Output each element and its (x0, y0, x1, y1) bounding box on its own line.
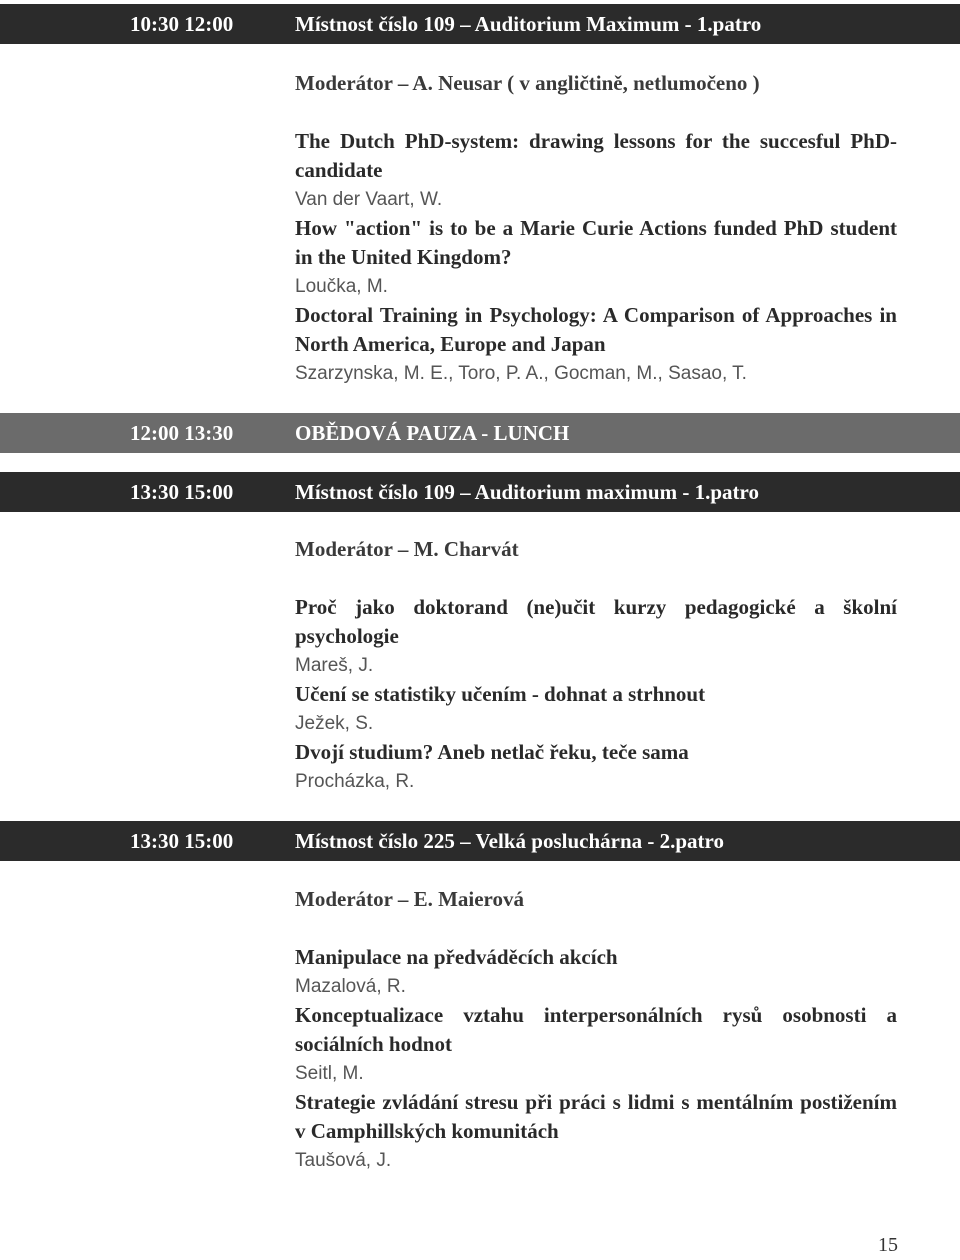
page-number: 15 (878, 1234, 898, 1256)
talk-title: Učení se statistiky učením - dohnat a strhnout (295, 682, 706, 706)
talk-author: Ježek, S. (295, 713, 374, 734)
session-content (295, 69, 897, 388)
talk-title: Strategie zvládání stresu při práci s lidmi s mentálním postižením v Camphillských komunitách (295, 1090, 897, 1143)
session-header (0, 821, 960, 861)
talk-author: Taušová, J. (295, 1150, 392, 1171)
session-header (0, 472, 960, 512)
talk-title: The Dutch PhD-system: drawing lessons for the succesful PhD-candidate (295, 129, 897, 182)
session-time: 13:30 15:00 (130, 829, 234, 853)
session-room: Místnost číslo 225 – Velká posluchárna - 2.patro (295, 829, 724, 853)
session-content (295, 885, 897, 1175)
talk-author: Loučka, M. (295, 276, 388, 297)
session-time: 12:00 13:30 (130, 421, 234, 445)
session-time: 13:30 15:00 (130, 480, 234, 504)
talk-title: Doctoral Training in Psychology: A Comparison of Approaches in North America, Europe and Japan (295, 303, 897, 356)
talk-author: Mazalová, R. (295, 976, 406, 997)
talk-title: Proč jako doktorand (ne)učit kurzy pedagogické a školní psychologie (295, 595, 897, 648)
moderator: Moderátor – M. Charvát (295, 537, 519, 561)
session-room: OBĚDOVÁ PAUZA - LUNCH (295, 421, 570, 445)
talk-title: Dvojí studium? Aneb netlač řeku, teče sama (295, 740, 689, 764)
session-room: Místnost číslo 109 – Auditorium maximum - 1.patro (295, 480, 759, 504)
session-header (0, 4, 960, 44)
moderator: Moderátor – A. Neusar ( v angličtině, netlumočeno ) (295, 71, 760, 95)
lunch-header (0, 413, 960, 453)
session-time: 10:30 12:00 (130, 12, 234, 36)
session-content (295, 535, 897, 796)
talk-author: Procházka, R. (295, 771, 415, 792)
talk-title: Konceptualizace vztahu interpersonálních rysů osobnosti a sociálních hodnot (295, 1003, 897, 1056)
talk-author: Szarzynska, M. E., Toro, P. A., Gocman, M., Sasao, T. (295, 363, 747, 384)
talk-author: Seitl, M. (295, 1063, 364, 1084)
talk-title: Manipulace na předváděcích akcích (295, 945, 618, 969)
moderator: Moderátor – E. Maierová (295, 887, 525, 911)
talk-author: Mareš, J. (295, 655, 374, 676)
talk-title: How "action" is to be a Marie Curie Actions funded PhD student in the United Kingdom? (295, 216, 897, 269)
talk-author: Van der Vaart, W. (295, 189, 443, 210)
session-room: Místnost číslo 109 – Auditorium Maximum - 1.patro (295, 12, 762, 36)
